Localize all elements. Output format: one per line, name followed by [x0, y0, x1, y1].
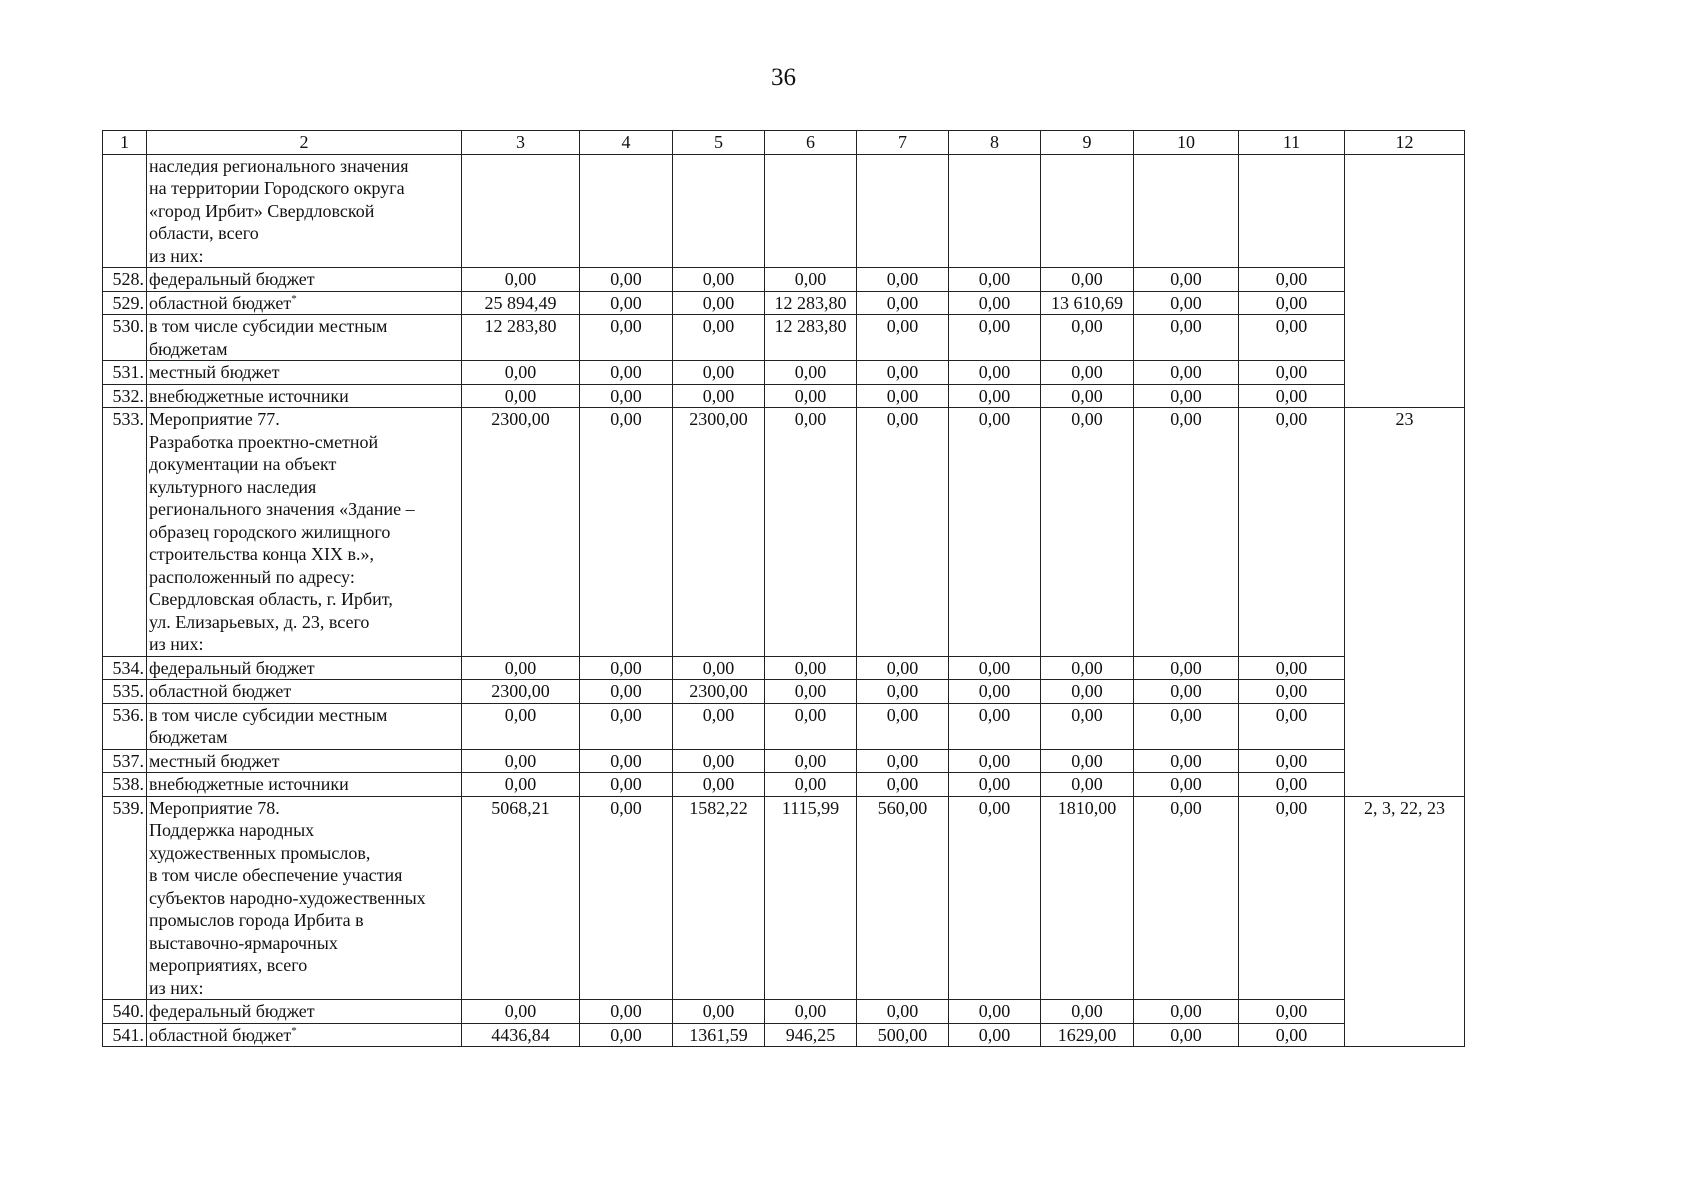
row-number: 532. — [103, 384, 147, 408]
description-line: из них: — [149, 977, 204, 998]
value-empty — [1239, 154, 1345, 268]
value-cell: 0,00 — [580, 1023, 673, 1047]
row-description — [147, 315, 462, 361]
value-cell: 0,00 — [673, 268, 765, 292]
table-row — [103, 291, 1465, 315]
value-cell: 0,00 — [1134, 1023, 1239, 1047]
value-cell: 0,00 — [857, 656, 949, 680]
value-cell: 0,00 — [857, 268, 949, 292]
value-cell: 0,00 — [462, 749, 580, 773]
column-header: 5 — [673, 131, 765, 155]
value-cell: 0,00 — [462, 773, 580, 797]
row-number: 533. — [103, 408, 147, 657]
value-cell: 0,00 — [765, 773, 857, 797]
value-cell: 2300,00 — [462, 680, 580, 704]
column-header: 8 — [949, 131, 1041, 155]
value-cell: 0,00 — [1041, 680, 1134, 704]
value-cell: 12 283,80 — [462, 315, 580, 361]
row-number: 538. — [103, 773, 147, 797]
description-line: области, всего — [149, 223, 259, 243]
value-cell: 0,00 — [857, 408, 949, 657]
value-cell: 0,00 — [1134, 703, 1239, 749]
value-empty — [765, 154, 857, 268]
value-cell: 946,25 — [765, 1023, 857, 1047]
value-empty — [857, 154, 949, 268]
value-cell: 0,00 — [1239, 796, 1345, 1000]
value-cell: 0,00 — [949, 1000, 1041, 1024]
value-cell: 0,00 — [1041, 656, 1134, 680]
description-line: бюджетам — [149, 338, 228, 359]
row-description — [147, 680, 462, 704]
value-cell: 0,00 — [1239, 384, 1345, 408]
value-cell: 0,00 — [1134, 749, 1239, 773]
description-line: регионального значения «Здание – — [149, 499, 415, 519]
value-cell: 13 610,69 — [1041, 291, 1134, 315]
value-cell: 0,00 — [857, 703, 949, 749]
table-row — [103, 315, 1465, 361]
description-line: федеральный бюджет — [149, 269, 315, 289]
value-cell: 12 283,80 — [765, 315, 857, 361]
description-line: на территории Городского округа — [149, 178, 405, 198]
value-cell: 1629,00 — [1041, 1023, 1134, 1047]
value-cell: 0,00 — [1134, 268, 1239, 292]
value-cell: 0,00 — [765, 268, 857, 292]
value-cell: 0,00 — [857, 315, 949, 361]
value-cell: 0,00 — [1041, 703, 1134, 749]
row-description — [147, 796, 462, 1000]
column-header: 6 — [765, 131, 857, 155]
description-line: из них: — [149, 634, 204, 654]
description-line: внебюджетные источники — [149, 774, 349, 794]
value-cell: 0,00 — [580, 703, 673, 749]
value-cell: 0,00 — [580, 315, 673, 361]
description-line: мероприятиях, всего — [149, 955, 308, 975]
value-cell: 0,00 — [1239, 1000, 1345, 1024]
description-line: Поддержка народных — [149, 820, 315, 840]
value-cell: 0,00 — [1239, 773, 1345, 797]
row-number: 537. — [103, 749, 147, 773]
value-cell: 0,00 — [580, 361, 673, 385]
value-cell: 0,00 — [462, 268, 580, 292]
value-cell: 0,00 — [1041, 361, 1134, 385]
row-number: 539. — [103, 796, 147, 1000]
row-number: 530. — [103, 315, 147, 361]
target-indicators: 23 — [1345, 408, 1465, 797]
value-cell: 0,00 — [949, 773, 1041, 797]
value-cell: 0,00 — [949, 268, 1041, 292]
table-row — [103, 749, 1465, 773]
value-cell: 0,00 — [1041, 1000, 1134, 1024]
value-cell: 0,00 — [580, 773, 673, 797]
table-row — [103, 268, 1465, 292]
value-cell: 0,00 — [949, 408, 1041, 657]
value-cell: 0,00 — [1239, 656, 1345, 680]
row-number: 540. — [103, 1000, 147, 1024]
value-cell: 0,00 — [949, 361, 1041, 385]
row-description — [147, 408, 462, 657]
value-cell: 0,00 — [673, 773, 765, 797]
column-header: 12 — [1345, 131, 1465, 155]
value-cell: 0,00 — [1041, 315, 1134, 361]
target-indicators: 2, 3, 22, 23 — [1345, 796, 1465, 1047]
value-cell: 0,00 — [673, 749, 765, 773]
value-cell: 0,00 — [580, 749, 673, 773]
value-cell: 0,00 — [1239, 1023, 1345, 1047]
table-row — [103, 680, 1465, 704]
description-line: промыслов города Ирбита в — [149, 910, 364, 930]
description-line: бюджетам — [149, 727, 228, 747]
description-line: документации на объект — [149, 454, 337, 474]
value-cell: 0,00 — [462, 361, 580, 385]
header-row — [103, 131, 1465, 155]
table-row — [103, 656, 1465, 680]
description-line: культурного наследия — [149, 476, 317, 497]
value-cell: 0,00 — [1239, 408, 1345, 657]
value-cell: 2300,00 — [462, 408, 580, 657]
row-number: 534. — [103, 656, 147, 680]
value-cell: 0,00 — [673, 315, 765, 361]
value-cell: 0,00 — [462, 384, 580, 408]
value-cell: 4436,84 — [462, 1023, 580, 1047]
value-cell: 0,00 — [1239, 749, 1345, 773]
description-line: Свердловская область, г. Ирбит, — [149, 589, 393, 609]
row-description — [147, 749, 462, 773]
table-row — [103, 1023, 1465, 1047]
value-cell: 0,00 — [765, 680, 857, 704]
value-cell: 0,00 — [857, 680, 949, 704]
value-cell: 0,00 — [949, 796, 1041, 1000]
row-number: 536. — [103, 703, 147, 749]
value-cell: 0,00 — [765, 408, 857, 657]
table-row — [103, 361, 1465, 385]
value-cell: 0,00 — [673, 291, 765, 315]
value-empty — [673, 154, 765, 268]
value-cell: 0,00 — [1239, 680, 1345, 704]
description-line: в том числе субсидии местным — [149, 316, 388, 336]
value-cell: 2300,00 — [673, 408, 765, 657]
description-line: образец городского жилищного — [149, 521, 391, 542]
description-line: областной бюджет — [149, 681, 292, 701]
description-line: субъектов народно-художественных — [149, 887, 426, 908]
table-row — [103, 703, 1465, 749]
row-description — [147, 361, 462, 385]
value-cell: 0,00 — [1041, 268, 1134, 292]
value-cell: 0,00 — [1134, 361, 1239, 385]
value-cell: 0,00 — [949, 703, 1041, 749]
value-cell: 0,00 — [580, 384, 673, 408]
value-cell: 0,00 — [580, 680, 673, 704]
value-cell: 0,00 — [580, 291, 673, 315]
value-cell: 0,00 — [765, 384, 857, 408]
value-cell: 0,00 — [949, 384, 1041, 408]
target-empty — [1345, 154, 1465, 408]
row-description — [147, 1023, 462, 1047]
row-number: 528. — [103, 268, 147, 292]
value-cell: 5068,21 — [462, 796, 580, 1000]
column-header: 7 — [857, 131, 949, 155]
value-cell: 0,00 — [580, 408, 673, 657]
value-cell: 0,00 — [949, 749, 1041, 773]
description-line: из них: — [149, 245, 204, 266]
value-cell: 0,00 — [949, 680, 1041, 704]
footnote-mark: * — [291, 292, 297, 305]
value-cell: 0,00 — [949, 315, 1041, 361]
value-cell: 0,00 — [857, 384, 949, 408]
value-cell: 0,00 — [949, 656, 1041, 680]
page-number: 36 — [771, 64, 796, 91]
value-cell: 0,00 — [765, 656, 857, 680]
row-description — [147, 268, 462, 292]
value-cell: 0,00 — [1134, 315, 1239, 361]
value-cell: 0,00 — [1134, 291, 1239, 315]
continuation-row — [103, 154, 1465, 268]
value-cell: 0,00 — [580, 268, 673, 292]
row-description — [147, 773, 462, 797]
value-cell: 0,00 — [1041, 749, 1134, 773]
description-line: наследия регионального значения — [149, 155, 409, 176]
description-line: расположенный по адресу: — [149, 566, 355, 587]
value-cell: 0,00 — [1134, 384, 1239, 408]
budget-table — [102, 130, 1465, 1047]
description-line: художественных промыслов, — [149, 842, 371, 863]
value-cell: 0,00 — [580, 656, 673, 680]
value-cell: 25 894,49 — [462, 291, 580, 315]
value-cell: 12 283,80 — [765, 291, 857, 315]
table-row — [103, 773, 1465, 797]
row-description — [147, 291, 462, 315]
description-line: внебюджетные источники — [149, 385, 349, 406]
value-cell: 500,00 — [857, 1023, 949, 1047]
value-cell: 0,00 — [673, 384, 765, 408]
value-cell: 0,00 — [1239, 361, 1345, 385]
description-line: местный бюджет — [149, 362, 280, 382]
value-cell: 0,00 — [857, 361, 949, 385]
value-cell: 0,00 — [1134, 1000, 1239, 1024]
value-cell: 0,00 — [765, 1000, 857, 1024]
value-cell: 0,00 — [765, 703, 857, 749]
value-cell: 0,00 — [673, 656, 765, 680]
value-empty — [949, 154, 1041, 268]
description-line: Разработка проектно-сметной — [149, 431, 379, 452]
value-cell: 0,00 — [673, 361, 765, 385]
column-header: 10 — [1134, 131, 1239, 155]
table-row — [103, 1000, 1465, 1024]
description-line: областной бюджет — [149, 1024, 292, 1045]
value-cell: 0,00 — [857, 773, 949, 797]
value-empty — [1041, 154, 1134, 268]
value-cell: 0,00 — [1239, 315, 1345, 361]
value-cell: 0,00 — [462, 703, 580, 749]
row-description — [147, 656, 462, 680]
value-cell: 0,00 — [580, 796, 673, 1000]
value-cell: 2300,00 — [673, 680, 765, 704]
value-cell: 0,00 — [1041, 773, 1134, 797]
column-header: 9 — [1041, 131, 1134, 155]
continuation-description — [147, 154, 462, 268]
column-header: 3 — [462, 131, 580, 155]
value-cell: 0,00 — [1134, 773, 1239, 797]
description-line: Мероприятие 78. — [149, 797, 280, 818]
description-line: в том числе обеспечение участия — [149, 865, 403, 885]
description-line: местный бюджет — [149, 750, 280, 771]
value-cell: 0,00 — [949, 291, 1041, 315]
row-number: 535. — [103, 680, 147, 704]
description-line: областной бюджет — [149, 292, 292, 313]
value-cell: 0,00 — [1041, 408, 1134, 657]
description-line: в том числе субсидии местным — [149, 704, 388, 725]
value-cell: 0,00 — [857, 1000, 949, 1024]
row-description — [147, 703, 462, 749]
description-line: федеральный бюджет — [149, 657, 315, 678]
description-line: «город Ирбит» Свердловской — [149, 200, 375, 221]
footnote-mark: * — [291, 1024, 297, 1037]
value-cell: 0,00 — [857, 749, 949, 773]
table-row — [103, 384, 1465, 408]
description-line: строительства конца XIX в.», — [149, 544, 374, 564]
value-cell: 0,00 — [1134, 680, 1239, 704]
row-description — [147, 1000, 462, 1024]
value-empty — [580, 154, 673, 268]
value-cell: 0,00 — [857, 291, 949, 315]
column-header: 11 — [1239, 131, 1345, 155]
row-number-empty — [103, 154, 147, 268]
value-empty — [462, 154, 580, 268]
table-row — [103, 408, 1465, 657]
value-cell: 0,00 — [1134, 656, 1239, 680]
value-cell: 0,00 — [949, 1023, 1041, 1047]
value-cell: 0,00 — [580, 1000, 673, 1024]
value-cell: 0,00 — [1239, 291, 1345, 315]
value-cell: 560,00 — [857, 796, 949, 1000]
value-cell: 1810,00 — [1041, 796, 1134, 1000]
value-cell: 0,00 — [673, 1000, 765, 1024]
description-line: выставочно-ярмарочных — [149, 932, 338, 953]
value-cell: 0,00 — [1134, 796, 1239, 1000]
value-empty — [1134, 154, 1239, 268]
value-cell: 1115,99 — [765, 796, 857, 1000]
value-cell: 0,00 — [1239, 703, 1345, 749]
row-description — [147, 384, 462, 408]
value-cell: 0,00 — [462, 1000, 580, 1024]
value-cell: 1582,22 — [673, 796, 765, 1000]
value-cell: 0,00 — [1239, 268, 1345, 292]
value-cell: 0,00 — [1134, 408, 1239, 657]
column-header: 1 — [103, 131, 147, 155]
description-line: федеральный бюджет — [149, 1001, 315, 1021]
column-header: 2 — [147, 131, 462, 155]
value-cell: 0,00 — [673, 703, 765, 749]
column-header: 4 — [580, 131, 673, 155]
table-row — [103, 796, 1465, 1000]
value-cell: 1361,59 — [673, 1023, 765, 1047]
row-number: 541. — [103, 1023, 147, 1047]
row-number: 529. — [103, 291, 147, 315]
value-cell: 0,00 — [765, 361, 857, 385]
description-line: ул. Елизарьевых, д. 23, всего — [149, 611, 370, 632]
value-cell: 0,00 — [765, 749, 857, 773]
value-cell: 0,00 — [1041, 384, 1134, 408]
description-line: Мероприятие 77. — [149, 409, 280, 429]
row-number: 531. — [103, 361, 147, 385]
value-cell: 0,00 — [462, 656, 580, 680]
